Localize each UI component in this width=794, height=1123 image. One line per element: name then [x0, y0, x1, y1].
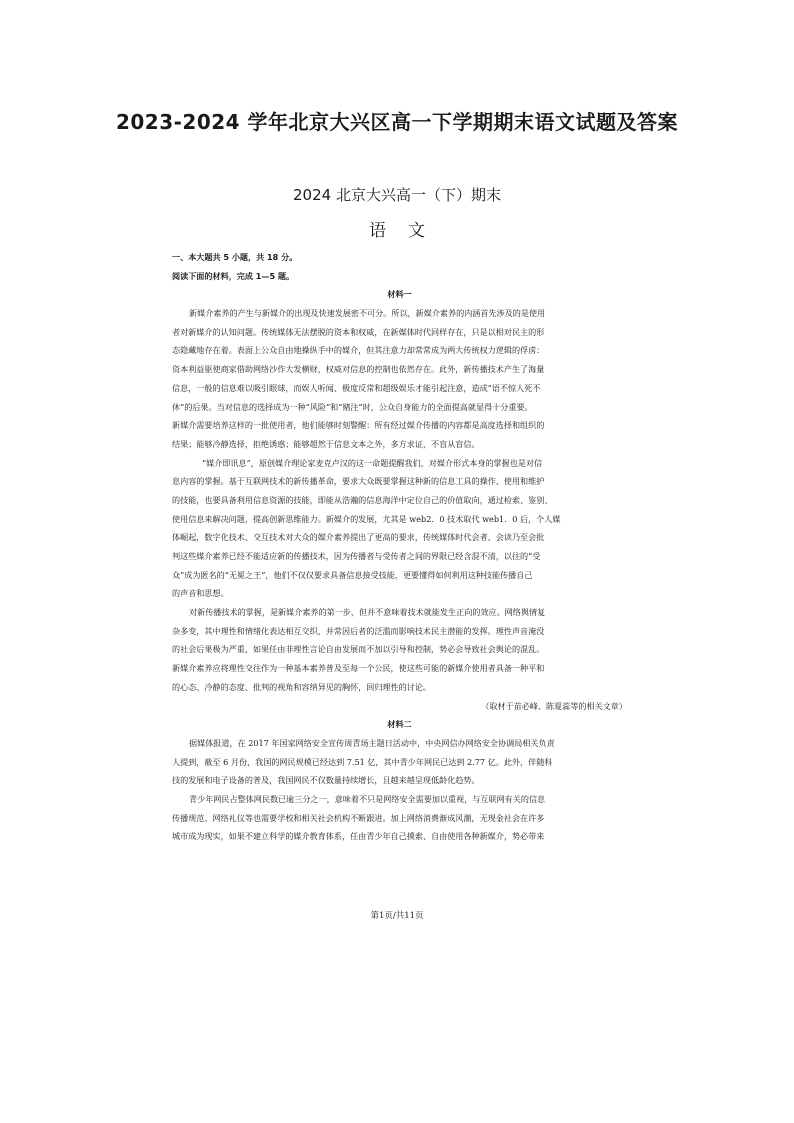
- text-line: 新媒介需要培养这样的一批使用者，他们能够时刻警醒：所有经过媒介传播的内容都是高度选择和组织的: [172, 420, 545, 431]
- paragraph: [172, 790, 627, 846]
- text-line: 据媒体报道，在 2017 年国家网络安全宣传周青场主题日活动中，中央网信办网络安全协调局相关负责: [189, 737, 555, 748]
- text-line: 技的发展和电子设备的普及，我国网民不仅数量持续增长，且越来越呈现低龄化趋势。: [172, 775, 480, 786]
- section-instruction: 阅读下面的材料，完成 1—5 题。: [172, 270, 295, 281]
- text-line: 的心态、冷静的态度、批判的视角和容纳异见的胸怀，回归理性的讨论。: [172, 681, 432, 692]
- text-line: 人提到，截至 6 月份，我国的网民规模已经达到 7.51 亿，其中青少年网民已达到 2.77 亿。此外，伴随科: [172, 756, 553, 767]
- text-line: 息内容的掌握。基于互联网技术的新传播革命，要求大众既要掌握这种新的信息工具的操作、使用和维护: [172, 476, 545, 487]
- text-line: 众”成为匿名的“无冕之王”，他们不仅仅要求具备信息接受技能，更要懂得如何利用这种技能传播自己: [172, 569, 533, 580]
- text-line: 信息，一般的信息难以吸引眼球，而娱人听闻、极度反常和超级娱乐才能引起注意，造成“语不惊人死不: [172, 382, 541, 393]
- subject-heading: 语文: [369, 221, 447, 241]
- document-title: 2023-2024 学年北京大兴区高一下学期期末语文试题及答案: [115, 110, 679, 134]
- paragraph: [172, 454, 627, 604]
- paragraph: [172, 734, 627, 790]
- text-line: 休”的后果。当对信息的选择成为一种“风险”和“赌注”时，公众自身能力的全面提高就显得十分重要。: [172, 401, 533, 412]
- text-line: 结果；能够冷静选择，拒绝诱惑；能够超然于信息文本之外，多方求证，不盲从盲信。: [172, 438, 480, 449]
- source-citation: （取材于苗必峰、陈夏蕊等的相关文章）: [481, 700, 627, 711]
- text-line: 的声音和思想。: [172, 588, 229, 599]
- paragraph: [172, 304, 627, 454]
- text-line: 者对新媒介的认知问题。传统媒体无法摆脱的资本和权威，在新媒体时代同样存在，只是以相对民主的形: [172, 326, 545, 337]
- material-title: 材料二: [387, 719, 412, 730]
- text-line: 的技能，也要具备利用信息资源的技能，即能从浩瀚的信息海洋中定位自己的价值取向，通过检索、鉴别、: [172, 494, 553, 505]
- text-line: 判这些媒介素养已经不能适应新的传播技术，因为传播者与受传者之间的界限已经含混不清，以往的“受: [172, 551, 541, 561]
- text-line: 新媒介素养应将理性交往作为一种基本素养普及至每一个公民，使这些可能的新媒介使用者具备一种平和: [172, 663, 545, 674]
- text-line: 青少年网民占整体网民数已逾三分之一，意味着不只是网络安全需要加以重视，与互联网有关的信息: [189, 793, 546, 804]
- section-heading: 一、本大题共 5 小题，共 18 分。: [172, 252, 298, 262]
- text-line: 杂多变，其中理性和情绪化表达相互交织，并常因后者的泛滥而影响技术民主潜能的发挥。理性声音淹没: [172, 625, 545, 636]
- text-line: 新媒介素养的产生与新媒介的出现及快速发展密不可分。所以，新媒介素养的内涵首先涉及的是使用: [189, 308, 546, 319]
- text-line: 传播规范、网络礼仪等也需要学校和相关社会机构不断跟进。加上网络消费渐成风潮，无现金社会在许多: [172, 812, 545, 823]
- text-line: 对新传播技术的掌握，是新媒介素养的第一步，但并不意味着技术就能发生正向的效应。网络舆情复: [189, 607, 546, 618]
- text-line: 城市成为现实，如果不建立科学的媒介教育体系，任由青少年自己摸索、自由使用各种新媒介，势必带来: [172, 831, 545, 842]
- exam-subtitle: 2024 北京大兴高一（下）期末: [293, 186, 501, 204]
- text-line: 态隐藏地存在着。表面上公众自由地操纵手中的媒介，但其注意力却常常成为两大传统权力逻辑的俘虏：: [172, 345, 545, 356]
- text-line: “媒介即讯息”，原创媒介理论家麦克卢汉的这一命题提醒我们，对媒介形式本身的掌握也是对信: [202, 457, 543, 468]
- text-line: 的社会后果极为严重，如果任由非理性言论自由发展而不加以引导和控制，势必会导致社会舆论的混乱。: [172, 644, 545, 655]
- material-title: 材料一: [387, 289, 412, 300]
- text-line: 体崛起，数字化技术、交互技术对大众的媒介素养提出了更高的要求，传统媒体时代会者、会读乃至会批: [172, 532, 545, 543]
- text-line: 使用信息来解决问题，提高创新思维能力。新媒介的发展，尤其是 web2．0 技术取代 web1．0 后，个人媒: [172, 513, 561, 524]
- paragraph: [172, 603, 627, 696]
- document-body: [172, 248, 627, 846]
- text-line: 资本利益驱使商家借助网络沙作大发横财，权威对信息的控制也依然存在。此外，新传播技术产生了海量: [172, 364, 545, 375]
- page-number: 第1页/共11页: [370, 911, 424, 921]
